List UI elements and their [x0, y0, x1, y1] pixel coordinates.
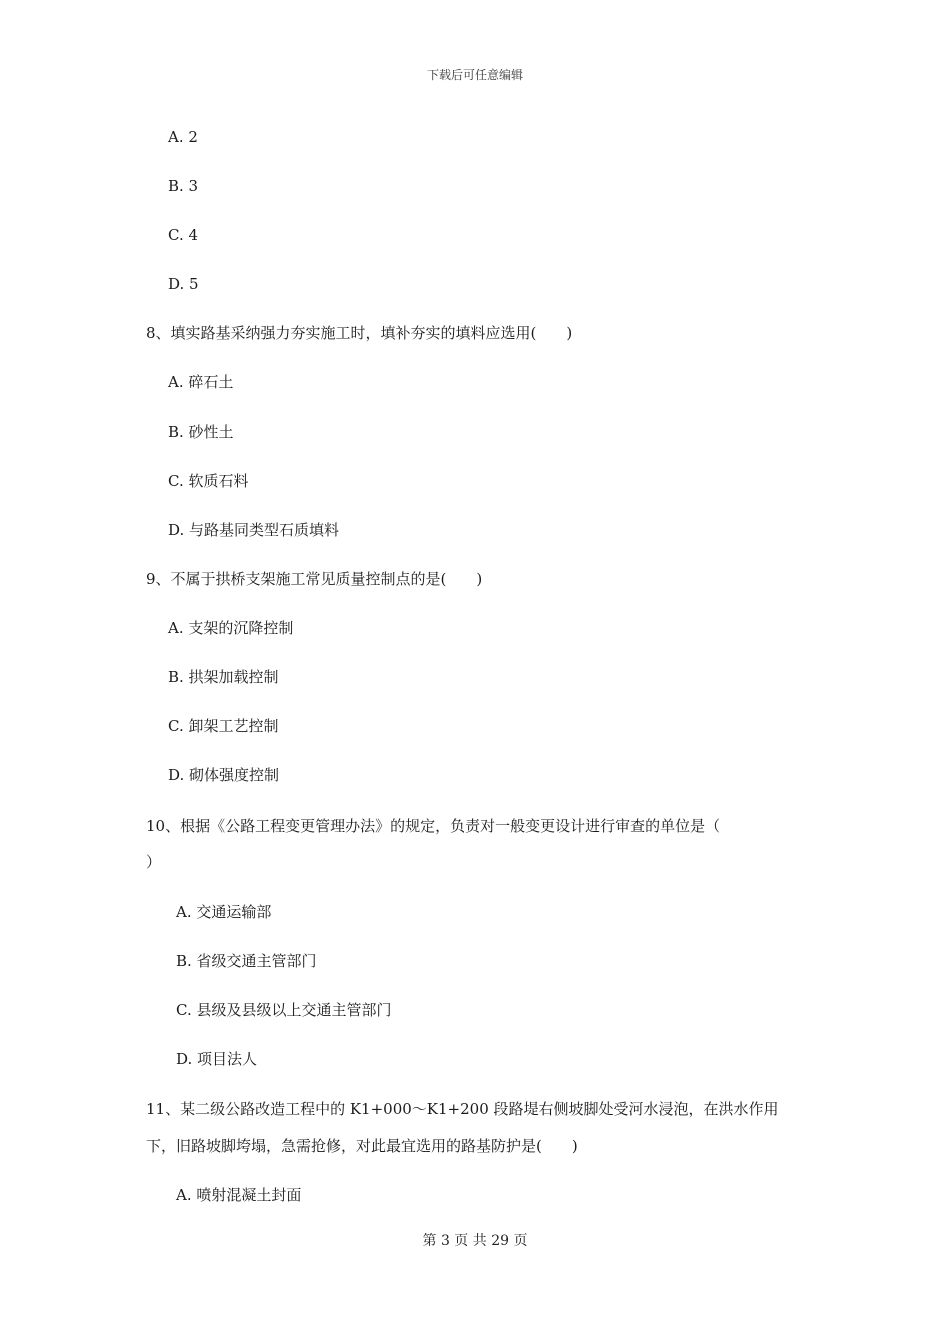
q10-question-line2: ） — [146, 853, 162, 871]
q10-option-c: C. 县级及县级以上交通主管部门 — [176, 1001, 392, 1019]
q8-option-b: B. 砂性土 — [168, 423, 234, 441]
q9-option-d: D. 砌体强度控制 — [168, 766, 280, 784]
q10-option-a: A. 交通运输部 — [176, 903, 272, 921]
q10-option-b: B. 省级交通主管部门 — [176, 952, 317, 970]
q8-option-a: A. 碎石土 — [168, 373, 234, 391]
q11-question-line2: 下，旧路坡脚垮塌，急需抢修，对此最宜选用的路基防护是( ) — [146, 1137, 578, 1155]
page-footer: 第 3 页 共 29 页 — [422, 1233, 528, 1249]
q10-question-line1: 10、根据《公路工程变更管理办法》的规定，负责对一般变更设计进行审查的单位是（ — [146, 817, 721, 835]
q9-question: 9、不属于拱桥支架施工常见质量控制点的是( ) — [146, 570, 483, 588]
q9-option-a: A. 支架的沉降控制 — [168, 619, 294, 637]
q7-option-c: C. 4 — [168, 226, 199, 244]
q7-option-b: B. 3 — [168, 177, 199, 195]
q9-option-b: B. 拱架加载控制 — [168, 668, 279, 686]
q9-option-c: C. 卸架工艺控制 — [168, 717, 279, 735]
q11-question-line1: 11、某二级公路改造工程中的 K1+000～K1+200 段路堤右侧坡脚处受河水浸泡，在洪水作用 — [146, 1100, 779, 1118]
q10-option-d: D. 项目法人 — [176, 1050, 258, 1068]
page-header: 下载后可任意编辑 — [426, 68, 523, 82]
q7-option-d: D. 5 — [168, 275, 199, 293]
q7-option-a: A. 2 — [168, 128, 198, 146]
q8-option-c: C. 软质石料 — [168, 472, 249, 490]
q8-question: 8、填实路基采纳强力夯实施工时，填补夯实的填料应选用( ) — [146, 324, 573, 342]
q8-option-d: D. 与路基同类型石质填料 — [168, 521, 340, 539]
q11-option-a: A. 喷射混凝土封面 — [176, 1186, 302, 1204]
